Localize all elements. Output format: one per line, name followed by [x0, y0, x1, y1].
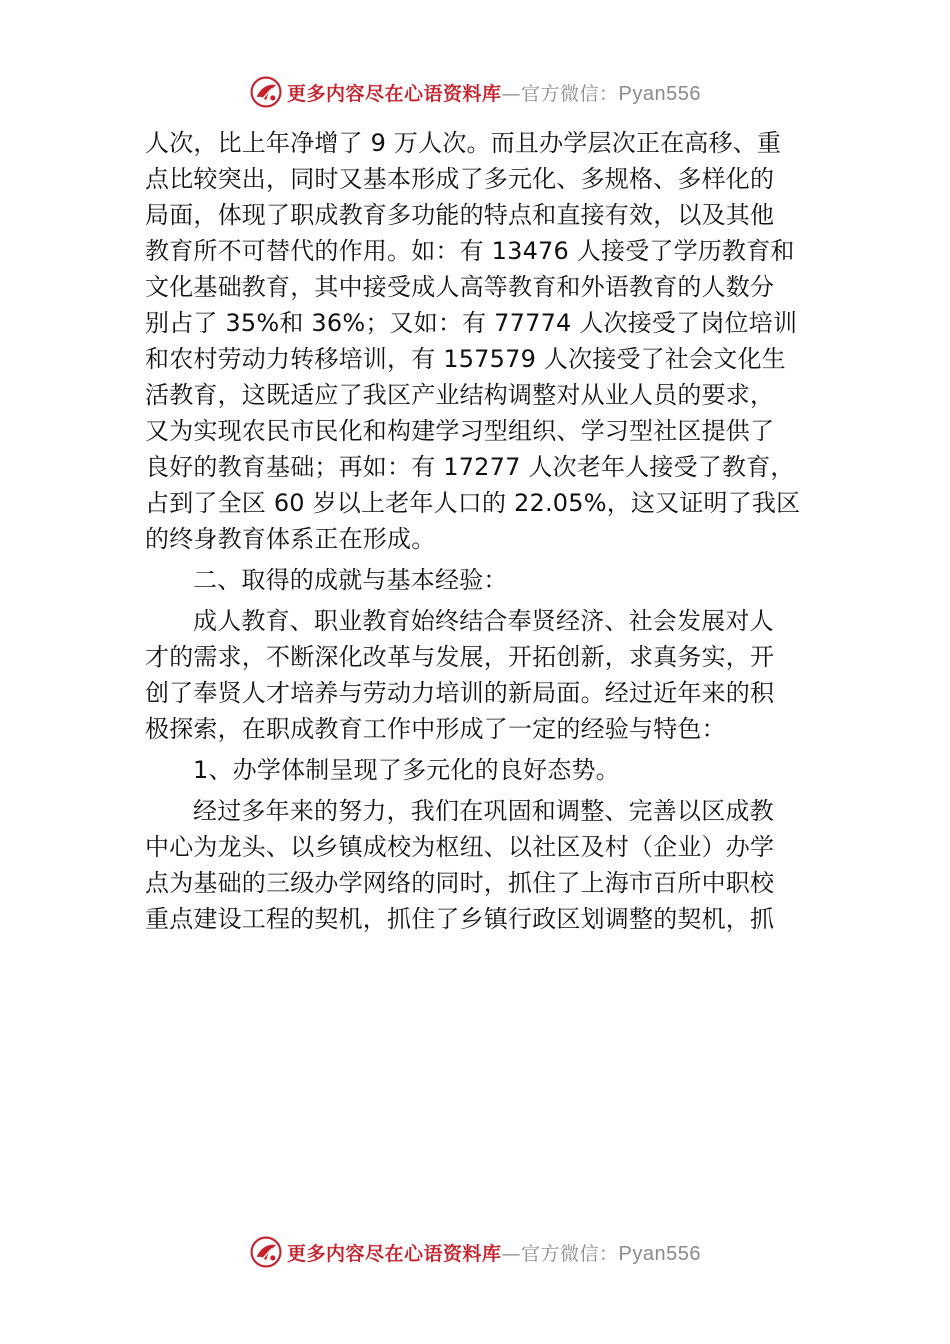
body-line: 文化基础教育，其中接受成人高等教育和外语教育的人数分 — [145, 273, 775, 301]
section-line: 成人教育、职业教育始终结合奉贤经济、社会发展对人 — [193, 607, 774, 635]
sub-line: 重点建设工程的契机，抓住了乡镇行政区划调整的契机，抓 — [145, 905, 775, 933]
watermark-text — [287, 1239, 701, 1266]
footer-watermark-banner — [0, 1232, 950, 1272]
subheading: 1、办学体制呈现了多元化的良好态势。 — [193, 756, 620, 784]
body-line: 占到了全区 60 岁以上老年人口的 22.05%，这又证明了我区 — [145, 489, 801, 517]
section-heading: 二、取得的成就与基本经验： — [193, 566, 508, 594]
watermark-text — [287, 79, 701, 106]
body-line: 点比较突出，同时又基本形成了多元化、多规格、多样化的 — [145, 165, 775, 193]
header-watermark-banner — [0, 72, 950, 112]
brand-logo-icon — [249, 75, 283, 109]
sub-line: 点为基础的三级办学网络的同时，抓住了上海市百所中职校 — [145, 869, 775, 897]
body-line: 和农村劳动力转移培训，有 157579 人次接受了社会文化生 — [145, 345, 786, 373]
sub-line: 经过多年来的努力，我们在巩固和调整、完善以区成教 — [193, 797, 774, 825]
body-line: 的终身教育体系正在形成。 — [145, 525, 436, 553]
section-line: 极探索，在职成教育工作中形成了一定的经验与特色： — [145, 715, 726, 743]
watermark-separator: — — [501, 1242, 522, 1265]
document-body — [145, 125, 809, 937]
watermark-separator: — — [501, 82, 522, 105]
body-line: 教育所不可替代的作用。如：有 13476 人接受了学历教育和 — [145, 237, 795, 265]
section-line: 创了奉贤人才培养与劳动力培训的新局面。经过近年来的积 — [145, 679, 775, 707]
body-line: 活教育，这既适应了我区产业结构调整对从业人员的要求， — [145, 381, 775, 409]
watermark-main-text: 更多内容尽在心语资料库 — [287, 1242, 502, 1265]
watermark-label: 官方微信： — [521, 1242, 619, 1265]
sub-line: 中心为龙头、以乡镇成校为枢纽、以社区及村（企业）办学 — [145, 833, 775, 861]
body-line: 又为实现农民市民化和构建学习型组织、学习型社区提供了 — [145, 417, 775, 445]
body-line: 别占了 35%和 36%；又如：有 77774 人次接受了岗位培训 — [145, 309, 798, 337]
watermark-main-text: 更多内容尽在心语资料库 — [287, 82, 502, 105]
body-line: 人次，比上年净增了 9 万人次。而且办学层次正在高移、重 — [145, 129, 782, 157]
body-line: 局面，体现了职成教育多功能的特点和直接有效，以及其他 — [145, 201, 775, 229]
watermark-account: Pyan556 — [618, 82, 701, 105]
watermark-label: 官方微信： — [521, 82, 619, 105]
brand-logo-icon — [249, 1235, 283, 1269]
section-line: 才的需求，不断深化改革与发展，开拓创新，求真务实，开 — [145, 643, 775, 671]
watermark-account: Pyan556 — [618, 1242, 701, 1265]
body-line: 良好的教育基础；再如：有 17277 人次老年人接受了教育， — [145, 453, 795, 481]
